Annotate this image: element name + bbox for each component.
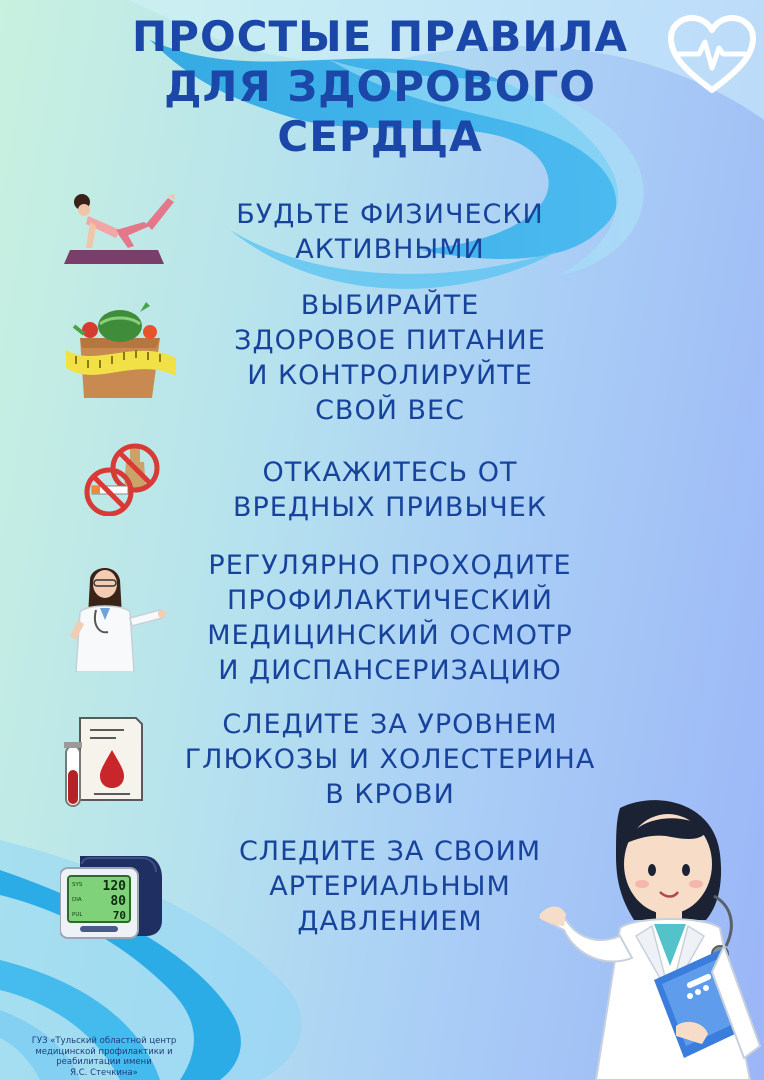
rule-text-line: ЗДОРОВОЕ ПИТАНИЕ — [234, 325, 546, 356]
footer-line: медицинской профилактики и — [35, 1046, 173, 1057]
rule-text-line: АКТИВНЫМИ — [295, 234, 485, 265]
rule-healthy-food — [190, 288, 590, 428]
rule-text-line: БУДЬТЕ ФИЗИЧЕСКИ — [236, 199, 544, 230]
no-smoking-no-alcohol-icon — [80, 442, 164, 516]
rule-text-line: СЛЕДИТЕ ЗА УРОВНЕМ — [222, 709, 558, 740]
rule-text-line: СЛЕДИТЕ ЗА СВОИМ — [238, 836, 542, 867]
pul-value: 70 — [112, 909, 126, 922]
rule-text-line: АРТЕРИАЛЬНЫМ — [269, 871, 511, 902]
footer-line: реабилитации имени — [56, 1057, 152, 1067]
blood-pressure-monitor-icon — [60, 850, 164, 940]
rule-text-line: И ДИСПАНСЕРИЗАЦИЮ — [218, 655, 562, 686]
rule-medical-checkup — [170, 548, 610, 688]
rule-text-line: СВОЙ ВЕС — [315, 395, 465, 426]
rule-text-line: ВРЕДНЫХ ПРИВЫЧЕК — [232, 492, 548, 523]
title-line-1: ПРОСТЫЕ ПРАВИЛА — [132, 12, 628, 61]
blood-test-icon — [64, 714, 144, 810]
rule-blood-pressure — [190, 834, 590, 939]
sys-label: SYS — [72, 882, 83, 888]
title-line-3: СЕРДЦА — [277, 112, 483, 161]
dia-value: 80 — [110, 894, 126, 909]
rule-text-line: ПРОФИЛАКТИЧЕСКИЙ — [227, 585, 553, 616]
title-line-2: ДЛЯ ЗДОРОВОГО — [164, 62, 596, 111]
pul-label: PUL — [72, 912, 83, 918]
rule-text-line: ВЫБИРАЙТЕ — [300, 290, 480, 321]
yoga-woman-icon — [64, 190, 176, 270]
rule-text-line: И КОНТРОЛИРУЙТЕ — [247, 360, 533, 391]
doctor-illustration-icon — [536, 796, 764, 1080]
rule-physical-activity — [215, 197, 565, 267]
organization-footer — [6, 1036, 202, 1078]
rule-text-line: В КРОВИ — [325, 779, 455, 810]
rule-text-line: РЕГУЛЯРНО ПРОХОДИТЕ — [208, 550, 572, 581]
heart-pulse-icon — [665, 14, 759, 96]
rule-text-line: МЕДИЦИНСКИЙ ОСМОТР — [207, 620, 573, 651]
rule-bad-habits — [190, 455, 590, 525]
rule-text-line: ДАВЛЕНИЕМ — [297, 906, 483, 937]
page-title — [110, 12, 650, 162]
rule-text-line: ОТКАЖИТЕСЬ ОТ — [262, 457, 518, 488]
dia-label: DIA — [72, 897, 82, 903]
doctor-woman-icon — [66, 560, 166, 672]
rule-text-line: ГЛЮКОЗЫ И ХОЛЕСТЕРИНА — [184, 744, 596, 775]
footer-line: Я.С. Стечкина» — [70, 1067, 138, 1078]
footer-line: ГУЗ «Тульский областной центр — [31, 1036, 177, 1046]
healthy-food-bag-icon — [66, 298, 178, 402]
sys-value: 120 — [102, 879, 126, 894]
